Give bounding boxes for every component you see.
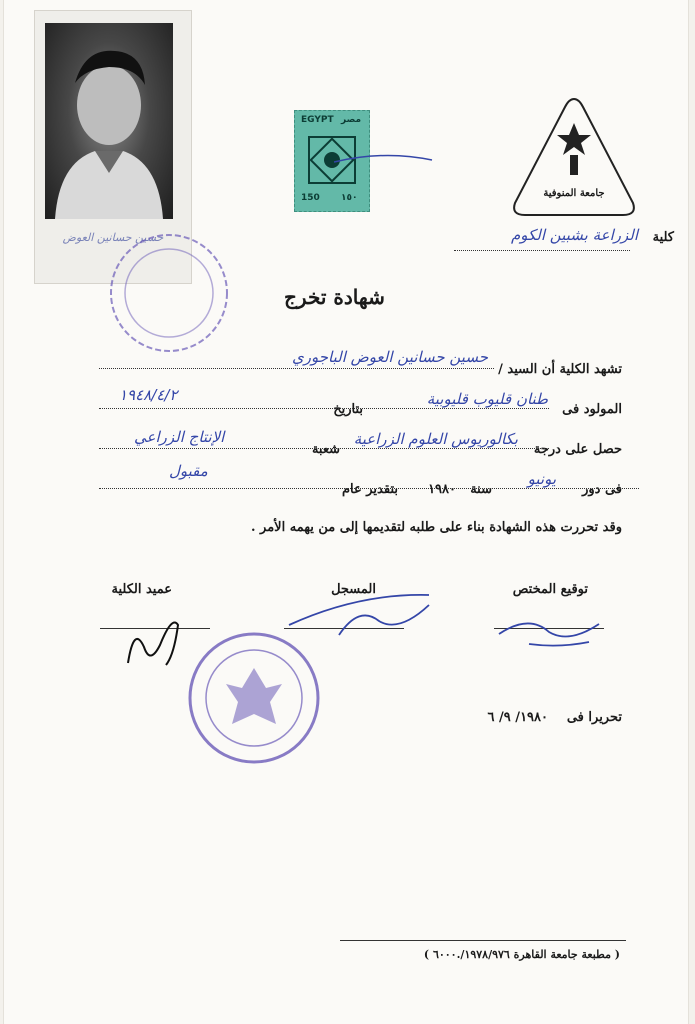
dean-signature	[114, 605, 194, 680]
faculty-underline	[454, 250, 630, 251]
stamp-value: ١٥٠	[341, 193, 358, 203]
photo-caption: حسين حسانين العوض	[62, 231, 164, 244]
line3-label: حصل على درجة	[533, 442, 622, 457]
branch-label: شعبة	[311, 442, 340, 457]
certificate-statement: وقد تحررت هذه الشهادة بناء على طلبه لتقديمها إلى من يهمه الأمر .	[250, 520, 622, 535]
degree-name: بكالوريوس العلوم الزراعية	[353, 430, 518, 448]
line1-label: تشهد الكلية أن السيد /	[498, 362, 622, 377]
footer-rule	[340, 940, 626, 941]
registrar-signature-label: المسجل	[331, 582, 376, 597]
year-label: سنة	[470, 482, 492, 497]
specialist-signature	[489, 604, 609, 654]
line4-label: فى دور	[582, 482, 622, 497]
birth-date-label: بتاريخ	[333, 402, 363, 417]
line2-label: المولود فى	[562, 402, 622, 417]
university-name: جامعة المنوفية	[543, 188, 605, 199]
dean-signature-label: عميد الكلية	[111, 582, 172, 597]
line3-underline	[99, 448, 549, 449]
branch-name: الإنتاج الزراعي	[134, 428, 225, 446]
printer-imprint: ( مطبعة جامعة القاهرة ١٩٧٨/٩٧٦/.٦٠٠٠ )	[423, 948, 620, 961]
faculty-label: كلية	[652, 230, 674, 245]
stamp-country: EGYPT	[301, 115, 334, 125]
issue-date: ١٩٨٠/ ٩/ ٦	[487, 710, 548, 725]
stamp-cancel-mark	[334, 150, 434, 180]
university-logo	[509, 95, 639, 225]
stamp-value-latin: 150	[301, 193, 320, 203]
faculty-value: الزراعة بشبين الكوم	[510, 226, 638, 244]
issue-date-label: تحريرا فى	[566, 710, 622, 725]
certificate-title: شهادة تخرج	[284, 285, 385, 309]
specialist-signature-label: توقيع المختص	[512, 582, 588, 597]
overall-grade: مقبول	[169, 462, 208, 480]
certificate-page	[4, 0, 688, 1024]
faculty-seal-bottom	[184, 628, 324, 768]
faculty-seal-top	[104, 228, 234, 358]
portrait-image	[45, 23, 173, 219]
line1-underline	[99, 368, 494, 369]
graduate-name: حسين حسانين العوض الباجوري	[292, 348, 488, 366]
graduation-year: ١٩٨٠	[428, 482, 456, 497]
line2-underline	[99, 408, 549, 409]
stamp-arabic: مصر	[341, 115, 362, 125]
grade-label: بتقدير عام	[341, 482, 398, 497]
line4-underline	[99, 488, 639, 489]
birth-place: طنان قليوب قليوبية	[426, 390, 548, 408]
exam-session: يونيو	[527, 470, 556, 488]
birth-date: ١٩٤٨/٤/٢	[119, 386, 178, 404]
